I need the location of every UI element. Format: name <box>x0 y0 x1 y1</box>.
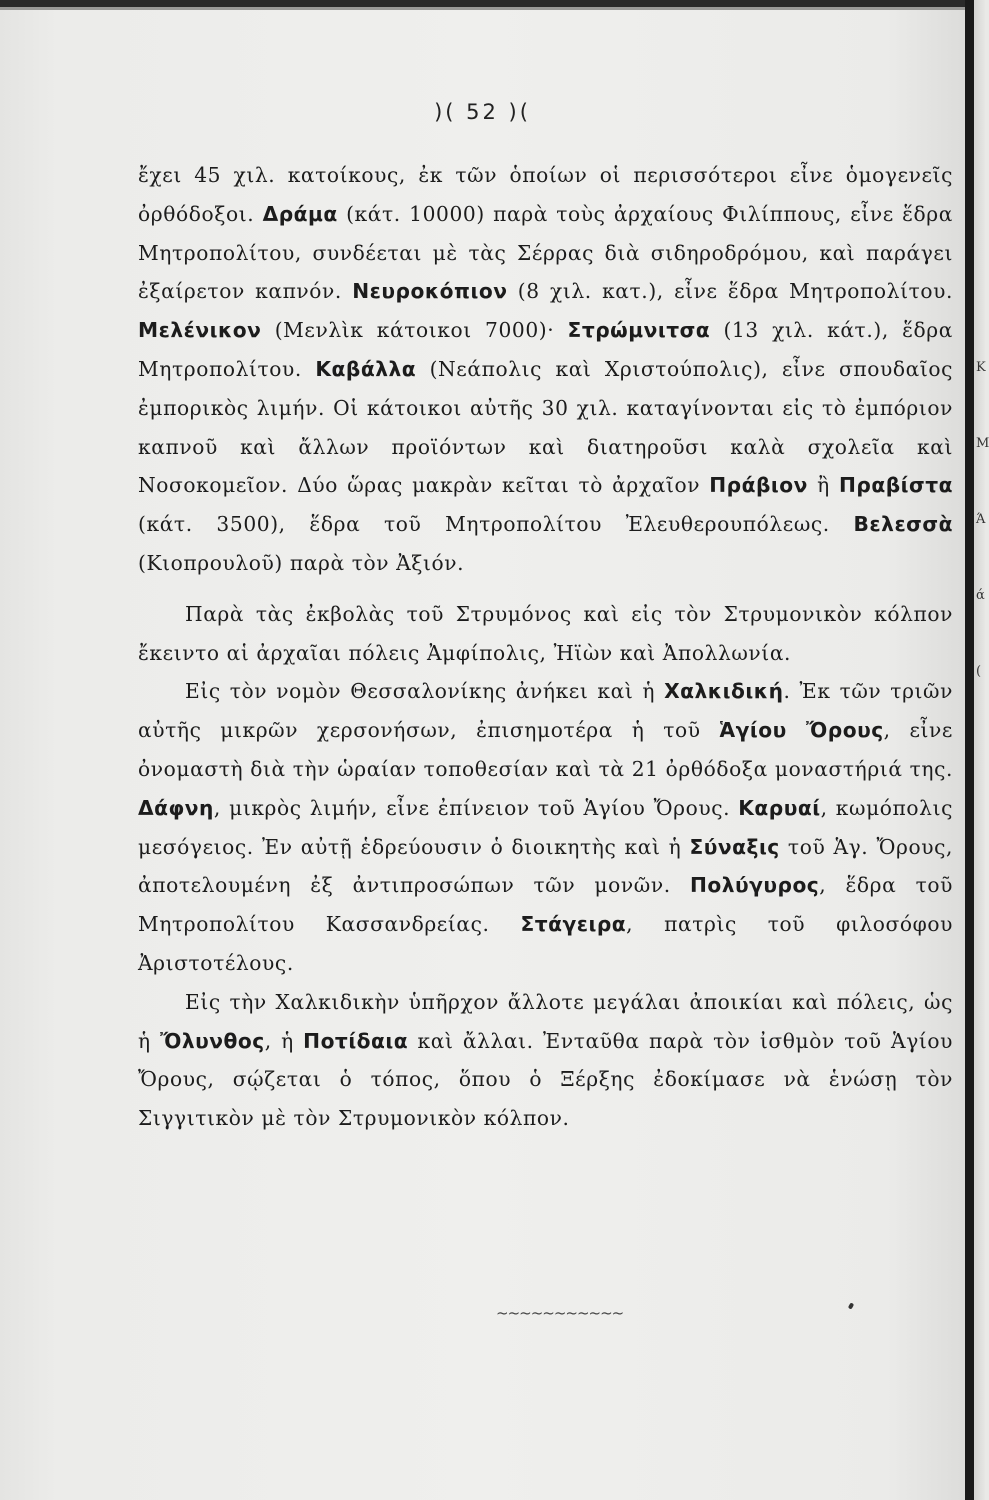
body-text <box>138 156 953 1138</box>
book-spine-edge <box>965 0 989 1500</box>
text-run: (κάτ. 3500), ἕδρα τοῦ Μητροπολίτου Ἐλευθερουπόλεως. <box>138 512 854 537</box>
adjacent-letter: Ά <box>976 512 986 527</box>
text-run: ἢ <box>807 473 839 498</box>
term-synaxis: Σύναξις <box>689 834 780 859</box>
paragraph-chalkidiki <box>138 672 953 982</box>
text-run: (8 χιλ. κατ.), εἶνε ἕδρα Μητροπολίτου. <box>507 279 953 304</box>
text-run: Παρὰ τὰς ἐκβολὰς τοῦ Στρυμόνος καὶ εἰς τὸν Στρυμονικὸν κόλπον ἔκειντο αἱ ἀρχαῖαι πόλεις Ἀμφίπολις, Ἠϊὼν καὶ Ἀπολλωνία. <box>138 601 953 665</box>
page-top-edge <box>0 0 985 7</box>
place-name-potidaia: Ποτίδαια <box>303 1028 409 1053</box>
adjacent-letter: ( <box>976 664 982 679</box>
place-name-stromnitsa: Στρώμνιτσα <box>567 318 711 343</box>
text-run: (Νεάπολις καὶ Χριστούπολις), εἶνε σπουδαῖος ἐμπορικὸς λιμήν. Οἱ κάτοικοι αὐτῆς 30 χιλ. καταγίνονται εἰς τὸ ἐμπόριον καπνοῦ καὶ ἄλλων προϊόντων καὶ διατηροῦσι καλὰ σχολεῖα καὶ Νοσοκομεῖον. Δύο ὥρας μακρὰν κεῖται τὸ ἀρχαῖον <box>138 356 953 498</box>
text-run: . Ἐκ τῶν τριῶν αὐτῆς μικρῶν χερσονήσων, ἐπισημοτέρα ἡ τοῦ <box>138 679 953 743</box>
place-name-polygyros: Πολύγυρος <box>689 873 820 898</box>
text-run: , πατρὶς τοῦ φιλοσόφου Ἀριστοτέλους. <box>138 912 953 975</box>
place-name-velessa: Βελεσσὰ <box>853 512 953 537</box>
text-run: , ἕδρα τοῦ Μητροπολίτου Κασσανδρείας. <box>138 873 953 937</box>
adjacent-page-letters <box>976 330 989 710</box>
adjacent-letter: ά <box>976 588 985 603</box>
place-name-agion-oros: Ἁγίου Ὄρους <box>719 718 884 743</box>
paragraph-colonies <box>138 983 953 1138</box>
paragraph-drama-kavala <box>138 156 953 583</box>
place-name-pravion: Πράβιον <box>709 473 808 498</box>
text-run: , μικρὸς λιμήν, εἶνε ἐπίνειον τοῦ Ἁγίου Ὄρους. <box>213 795 739 820</box>
paragraph-strymon <box>138 595 953 673</box>
place-name-olynthos: Ὄλυνθος <box>160 1028 265 1053</box>
text-run: , ἡ <box>264 1028 304 1053</box>
place-name-pravista: Πραβίστα <box>838 473 953 498</box>
place-name-kavala: Καβάλλα <box>315 356 417 381</box>
place-name-dafni: Δάφνη <box>138 795 214 820</box>
text-run: , εἶνε ὀνομαστὴ διὰ τὴν ὡραίαν τοποθεσίαν καὶ τὰ 21 ὀρθόδοξα μοναστήριά της. <box>138 718 953 781</box>
place-name-nevrokopion: Νευροκόπιον <box>352 279 508 304</box>
text-run: (Κιοπρουλοῦ) παρὰ τὸν Ἀξιόν. <box>138 550 465 575</box>
text-run: Εἰς τὸν νομὸν Θεσσαλονίκης ἀνήκει καὶ ἡ <box>185 679 665 704</box>
place-name-chalkidiki: Χαλκιδική <box>664 679 784 704</box>
section-divider: ~~~~~~~~~~~ <box>496 1304 624 1322</box>
text-run: καὶ ἄλλαι. Ἐνταῦθα παρὰ τὸν ἰσθμὸν τοῦ Ἁγίου Ὄρους, σῴζεται ὁ τόπος, ὅπου ὁ Ξέρξης ἐδοκίμασε νὰ ἑνώσῃ τὸν Σιγγιτικὸν μὲ τὸν Στρυμονικὸν κόλπον. <box>138 1028 954 1131</box>
adjacent-letter: Μ <box>976 436 989 451</box>
page-top-shadow <box>0 7 985 10</box>
page-number-header: )( 52 )( <box>434 100 531 124</box>
text-run: Εἰς τὴν Χαλκιδικὴν ὑπῆρχον ἄλλοτε μεγάλαι ἀποικίαι καὶ πόλεις, ὡς ἡ <box>138 989 953 1053</box>
text-run: (13 χιλ. κάτ.), ἕδρα Μητροπολίτου. <box>138 318 953 381</box>
place-name-karyes: Καρυαί <box>738 795 821 820</box>
text-run: (κάτ. 10000) παρὰ τοὺς ἀρχαίους Φιλίππους, εἶνε ἕδρα Μητροπολίτου, συνδέεται μὲ τὰς Σέρρας διὰ σιδηροδρόμου, καὶ παράγει ἐξαίρετον καπνόν. <box>138 201 953 304</box>
text-run: ἔχει 45 χιλ. κατοίκους, ἐκ τῶν ὁποίων οἱ περισσότεροι εἶνε ὁμογενεῖς ὀρθόδοξοι. <box>138 163 953 226</box>
text-run: , κωμόπολις μεσόγειος. Ἐν αὐτῇ ἑδρεύουσιν ὁ διοικητὴς καὶ ἡ <box>138 795 953 859</box>
place-name-melenikon: Μελένικον <box>138 318 262 343</box>
adjacent-letter: Κ <box>976 360 986 375</box>
text-run: (Μενλὶκ κάτοικοι 7000)· <box>261 318 568 343</box>
place-name-stageira: Στάγειρα <box>520 912 627 937</box>
place-name-drama: Δράμα <box>262 201 338 226</box>
text-run: τοῦ Ἁγ. Ὄρους, ἀποτελουμένη ἐξ ἀντιπροσώπων τῶν μονῶν. <box>138 834 954 898</box>
